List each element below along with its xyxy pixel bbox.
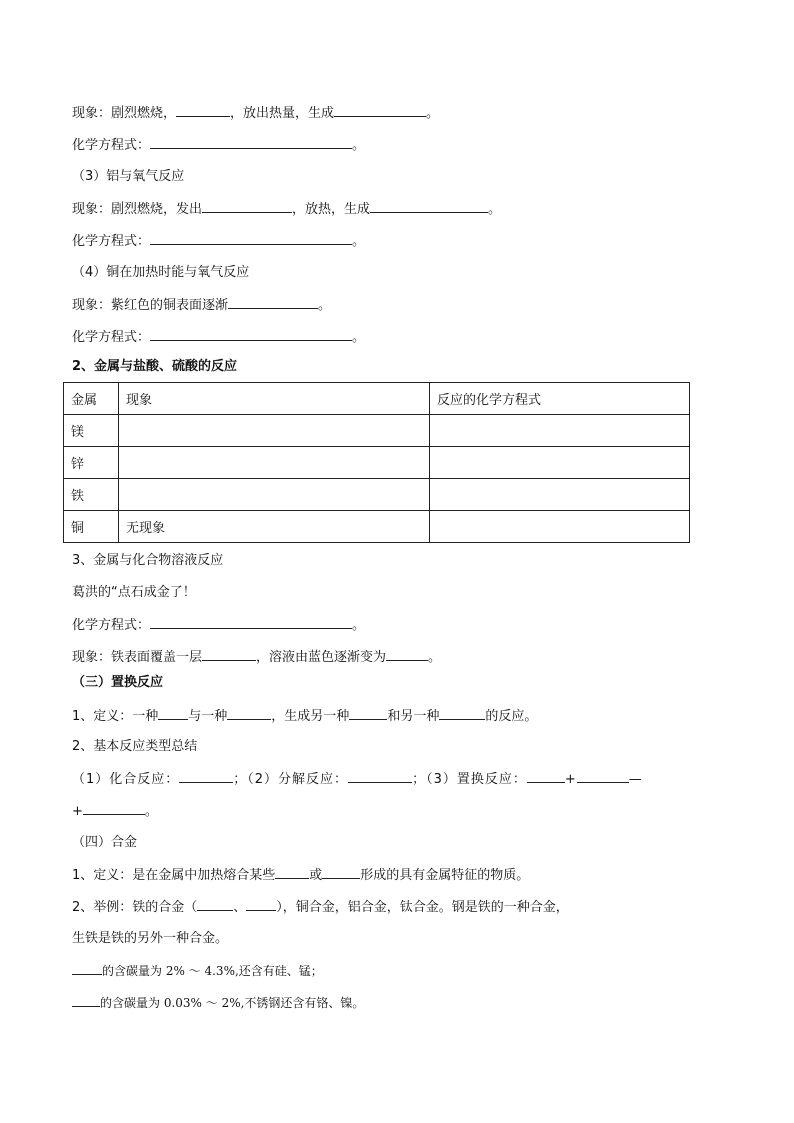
phenomenon-line-3 bbox=[72, 296, 331, 315]
alloy-example-line bbox=[72, 898, 569, 917]
text: （1）化合反应： bbox=[72, 772, 180, 787]
text: 化学方程式： bbox=[72, 330, 151, 345]
text: 化学方程式： bbox=[72, 138, 151, 153]
equation-line-3 bbox=[72, 328, 365, 347]
table-row bbox=[64, 447, 690, 479]
answer-blank[interactable] bbox=[439, 707, 485, 720]
text: 。 bbox=[426, 106, 440, 121]
table-cell-editable[interactable] bbox=[430, 415, 690, 447]
phenomenon-line-1 bbox=[72, 104, 439, 123]
gehong-line bbox=[72, 584, 196, 602]
text: ），铜合金，铝合金，钛合金。钢是铁的一种合金， bbox=[276, 900, 569, 915]
answer-blank[interactable] bbox=[349, 707, 387, 720]
text: + bbox=[564, 772, 577, 787]
table-cell-editable[interactable] bbox=[119, 479, 430, 511]
text: 现象：紫红色的铜表面逐渐 bbox=[72, 298, 229, 313]
text: 现象：剧烈燃烧， bbox=[72, 106, 177, 121]
section-heading-replacement bbox=[72, 674, 163, 692]
phenomenon-line-2 bbox=[72, 200, 501, 219]
table-row bbox=[64, 511, 690, 543]
table-cell: 锌 bbox=[64, 447, 119, 479]
answer-blank[interactable] bbox=[246, 898, 276, 911]
text: 。 bbox=[318, 298, 332, 313]
text: 的反应。 bbox=[485, 709, 538, 724]
answer-blank[interactable] bbox=[176, 104, 230, 117]
table-cell-editable[interactable] bbox=[430, 447, 690, 479]
text: 生铁是铁的另外一种合金。 bbox=[72, 931, 229, 946]
metal-acid-table bbox=[63, 382, 690, 543]
text: 化学方程式： bbox=[72, 234, 151, 249]
text: 2、基本反应类型总结 bbox=[72, 739, 198, 754]
text: 和另一种 bbox=[387, 709, 440, 724]
answer-blank[interactable] bbox=[72, 962, 102, 975]
table-cell: 无现象 bbox=[119, 511, 430, 543]
answer-blank[interactable] bbox=[150, 328, 352, 341]
text: 。 bbox=[352, 138, 366, 153]
text: ，生成另一种 bbox=[271, 709, 350, 724]
text: 与一种 bbox=[188, 709, 228, 724]
text: 。 bbox=[352, 330, 366, 345]
answer-blank[interactable] bbox=[228, 296, 318, 309]
text: ，溶液由蓝色逐渐变为 bbox=[256, 650, 387, 665]
text: 。 bbox=[352, 234, 366, 249]
table-header-row bbox=[64, 383, 690, 415]
text: 化学方程式： bbox=[72, 618, 151, 633]
text: （四）合金 bbox=[72, 835, 138, 850]
text: 。 bbox=[488, 202, 502, 217]
text: 的含碳量为 0.03% ～ 2%,不锈钢还含有铬、镍。 bbox=[100, 996, 365, 1010]
answer-blank[interactable] bbox=[348, 770, 412, 783]
answer-blank[interactable] bbox=[150, 232, 352, 245]
answer-blank[interactable] bbox=[150, 616, 352, 629]
text: — bbox=[628, 772, 643, 787]
section-heading-alloy bbox=[72, 834, 137, 852]
phenomenon-line-4 bbox=[72, 648, 441, 667]
answer-blank[interactable] bbox=[322, 866, 360, 879]
answer-blank[interactable] bbox=[83, 802, 145, 815]
text: 或 bbox=[309, 868, 323, 883]
carbon-content-line-2 bbox=[72, 994, 364, 1012]
text: 现象：剧烈燃烧，发出 bbox=[72, 202, 203, 217]
text: 葛洪的“点石成金了！ bbox=[72, 585, 196, 600]
text: 1、定义：一种 bbox=[72, 709, 159, 724]
carbon-content-line-1 bbox=[72, 962, 323, 980]
table-row bbox=[64, 479, 690, 511]
equation-line-4 bbox=[72, 616, 365, 635]
text: 、 bbox=[233, 900, 247, 915]
pig-iron-line bbox=[72, 930, 228, 948]
equation-line-2 bbox=[72, 232, 365, 251]
text: ，放出热量，生成 bbox=[230, 106, 335, 121]
subheading-copper bbox=[72, 264, 249, 282]
text: （三）置换反应 bbox=[72, 675, 164, 690]
answer-blank[interactable] bbox=[158, 707, 188, 720]
table-cell: 镁 bbox=[64, 415, 119, 447]
text: 。 bbox=[352, 618, 366, 633]
subheading-aluminum bbox=[72, 168, 184, 186]
answer-blank[interactable] bbox=[386, 648, 428, 661]
answer-blank[interactable] bbox=[197, 898, 233, 911]
answer-blank[interactable] bbox=[227, 707, 271, 720]
answer-blank[interactable] bbox=[577, 770, 629, 783]
answer-blank[interactable] bbox=[334, 104, 426, 117]
table-header-cell: 反应的化学方程式 bbox=[430, 383, 690, 415]
text: 的含碳量为 2% ～ 4.3%,还含有硅、锰； bbox=[102, 964, 323, 978]
answer-blank[interactable] bbox=[370, 200, 488, 213]
text: 2、金属与盐酸、硫酸的反应 bbox=[72, 359, 238, 374]
answer-blank[interactable] bbox=[150, 136, 352, 149]
text: ；（2）分解反应： bbox=[233, 772, 349, 787]
answer-blank[interactable] bbox=[202, 200, 292, 213]
text: 形成的具有金属特征的物质。 bbox=[360, 868, 530, 883]
text: （4）铜在加热时能与氧气反应 bbox=[72, 265, 250, 280]
reaction-types-line bbox=[72, 770, 643, 789]
text: 1、定义：是在金属中加热熔合某些 bbox=[72, 868, 276, 883]
table-cell-editable[interactable] bbox=[430, 511, 690, 543]
table-row bbox=[64, 415, 690, 447]
section-heading-acids bbox=[72, 358, 237, 376]
text: 3、金属与化合物溶液反应 bbox=[72, 553, 224, 568]
answer-blank[interactable] bbox=[527, 770, 565, 783]
summary-heading bbox=[72, 738, 197, 756]
table-cell: 铜 bbox=[64, 511, 119, 543]
answer-blank[interactable] bbox=[202, 648, 256, 661]
alloy-definition-line bbox=[72, 866, 529, 885]
table-cell-editable[interactable] bbox=[119, 415, 430, 447]
table-header-cell: 现象 bbox=[119, 383, 430, 415]
text: ；（3）置换反应： bbox=[412, 772, 527, 787]
text: （3）铝与氧气反应 bbox=[72, 169, 185, 184]
text: 现象：铁表面覆盖一层 bbox=[72, 650, 203, 665]
answer-blank[interactable] bbox=[275, 866, 309, 879]
text: 。 bbox=[144, 804, 158, 819]
text: 。 bbox=[428, 650, 442, 665]
equation-line-1 bbox=[72, 136, 365, 155]
definition-line-1 bbox=[72, 707, 537, 726]
table-header-cell: 金属 bbox=[64, 383, 119, 415]
answer-blank[interactable] bbox=[72, 994, 100, 1007]
text: + bbox=[72, 804, 83, 819]
text: ，放热，生成 bbox=[292, 202, 371, 217]
text: 2、举例：铁的合金（ bbox=[72, 900, 198, 915]
table-cell: 铁 bbox=[64, 479, 119, 511]
section-heading-solutions bbox=[72, 552, 223, 570]
answer-blank[interactable] bbox=[179, 770, 233, 783]
reaction-types-line-cont bbox=[72, 802, 158, 821]
table-cell-editable[interactable] bbox=[430, 479, 690, 511]
table-cell-editable[interactable] bbox=[119, 447, 430, 479]
